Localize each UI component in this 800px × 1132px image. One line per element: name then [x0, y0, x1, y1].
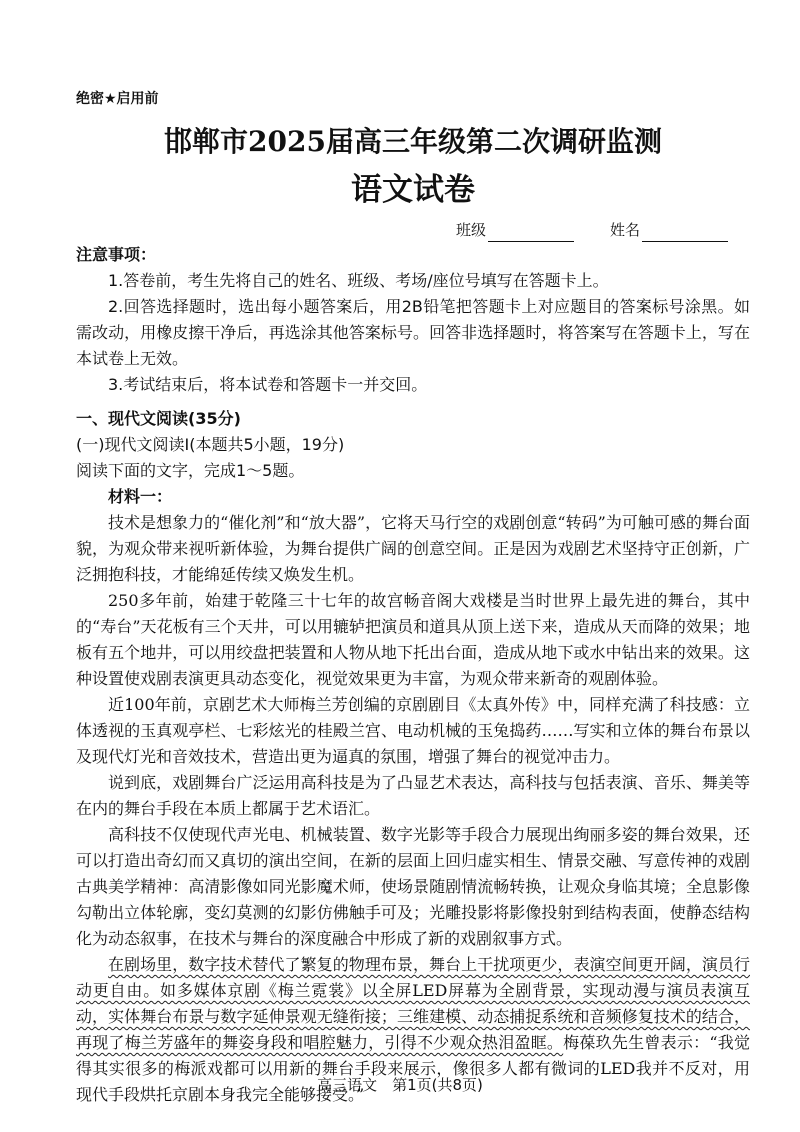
- notice-heading: 注意事项：: [76, 245, 157, 264]
- paragraph: 技术是想象力的“催化剂”和“放大器”，它将天马行空的戏剧创意“转码”为可触可感的舞台面貌，为观众带来视听新体验，为舞台提供广阔的创意空间。正是因为戏剧艺术坚持守正创新，广泛拥抱科技，才能绵延传续又焕发生机。: [76, 513, 750, 584]
- wavy-underlined-text: 在剧场里，数字技术替代了繁复的物理布景，舞台上干扰项更少，表演空间更开阔，演员行动更自由。如多媒体京剧《梅兰霓裳》以全屏LED屏幕为全剧背景，实现动漫与演员表演互动，实体舞台布景与数字延伸景观无缝衔接；三维建模、动态捕捉系统和音频修复技术的结合，再现了梅兰芳盛年的舞姿身段和唱腔魅力，引得不少观众热泪盈眶。: [76, 955, 750, 1052]
- student-info-fields: [76, 218, 750, 242]
- paragraph: 高科技不仅使现代声光电、机械装置、数字光影等手段合力展现出绚丽多姿的舞台效果，还可以打造出奇幻而又真切的演出空间，在新的层面上回归虚实相生、情景交融、写意传神的戏剧古典美学精神：高清影像如同光影魔术师，使场景随剧情流畅转换，让观众身临其境；全息影像勾勒出立体轮廓，变幻莫测的幻影仿佛触手可及；光雕投影将影像投射到结构表面，使静态结构化为动态叙事，在技术与舞台的深度融合中形成了新的戏剧叙事方式。: [76, 825, 750, 948]
- class-label: 班级: [455, 221, 486, 239]
- class-blank: [488, 225, 574, 242]
- section-instruction: 阅读下面的文字，完成1～5题。: [76, 461, 305, 480]
- secret-label: 绝密★启用前: [76, 91, 159, 107]
- paragraph: 说到底，戏剧舞台广泛运用高科技是为了凸显艺术表达，高科技与包括表演、音乐、舞美等在内的舞台手段在本质上都属于艺术语汇。: [76, 773, 750, 818]
- material-label: 材料一：: [108, 487, 173, 506]
- exam-title: 邯郸市2025届高三年级第二次调研监测: [164, 125, 662, 158]
- notice-item: 2.回答选择题时，选出每小题答案后，用2B铅笔把答题卡上对应题目的答案标号涂黑。如需改动，用橡皮擦干净后，再选涂其他答案标号。回答非选择题时，将答案写在答题卡上，写在本试卷上无效。: [76, 297, 750, 368]
- section-heading: 一、现代文阅读(35分): [76, 409, 241, 428]
- notice-item: 1.答卷前，考生先将自己的姓名、班级、考场/座位号填写在答题卡上。: [108, 271, 609, 290]
- name-label: 姓名: [609, 221, 640, 239]
- exam-page: [76, 88, 750, 1108]
- paragraph: 250多年前，始建于乾隆三十七年的故宫畅音阁大戏楼是当时世界上最先进的舞台，其中的“寿台”天花板有三个天井，可以用辘轳把演员和道具从顶上送下来，造成从天而降的效果；地板有五个地井，可以用绞盘把装置和人物从地下托出台面，造成从地下或水中钻出来的效果。这种设置使戏剧表演更具动态变化，视觉效果更为丰富，为观众带来新奇的观剧体验。: [76, 591, 750, 688]
- name-blank: [642, 225, 728, 242]
- paragraph-rest: 梅葆玖先生曾表示：“我觉得其实很多的梅派戏都可以用新的舞台手段来展示，像很多人都有微词的LED我并不反对，用现代手段烘托京剧本身我完全能够接受。”: [76, 1033, 750, 1104]
- page-footer: 高三语文 第1页(共8页): [317, 1076, 483, 1094]
- exam-subtitle: 语文试卷: [351, 172, 475, 208]
- section-sub-heading: (一)现代文阅读Ⅰ(本题共5小题，19分): [76, 435, 345, 454]
- paragraph: 近100年前，京剧艺术大师梅兰芳创编的京剧剧目《太真外传》中，同样充满了科技感：立体透视的玉真观亭栏、七彩炫光的桂殿兰宫、电动机械的玉兔捣药……写实和立体的舞台布景以及现代灯光和音效技术，营造出更为逼真的氛围，增强了舞台的视觉冲击力。: [76, 695, 750, 766]
- notice-item: 3.考试结束后，将本试卷和答题卡一并交回。: [108, 375, 428, 394]
